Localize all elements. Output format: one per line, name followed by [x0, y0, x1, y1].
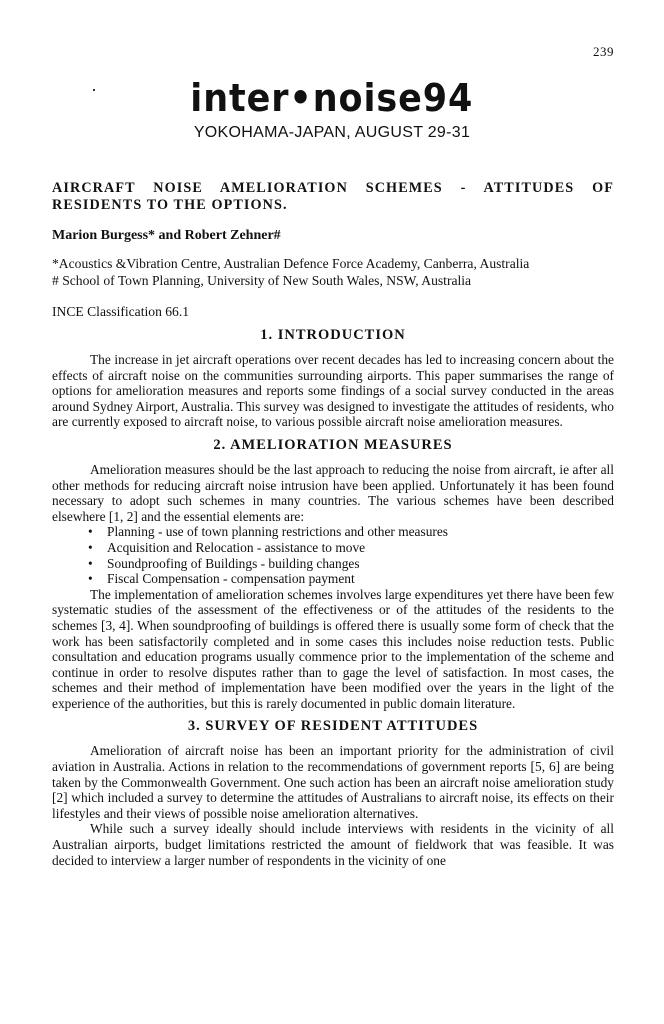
introduction-paragraph: The increase in jet aircraft operations over recent decades has led to increasing concern about the effects of aircraft noise on the communities surrounding airports. This paper summarises the range of options for amelioration measures and reports some findings of a social survey conducted in the areas around Sydney Airport, Australia. This survey was designed to investigate the attitudes of residents, who are currently exposed to aircraft noise, to various possible aircraft noise amelioration measures. [52, 352, 614, 430]
bullet-icon: • [88, 571, 93, 587]
survey-paragraph-2: While such a survey ideally should include interviews with residents in the vicinity of all Australian airports, budget limitations restricted the amount of fieldwork that was feasible. It was decided to interview a larger number of respondents in the vicinity of one [52, 821, 614, 868]
amelioration-measures-list [52, 524, 614, 586]
affiliation-1: *Acoustics &Vibration Centre, Australian Defence Force Academy, Canberra, Australia [52, 256, 530, 271]
list-item: • Soundproofing of Buildings - building changes [88, 555, 360, 571]
section-heading-amelioration-measures: 2. AMELIORATION MEASURES [213, 436, 453, 453]
survey-paragraph-1: Amelioration of aircraft noise has been an important priority for the administration of civil aviation in Australia. Actions in relation to the recommendations of government reports [5, 6] are being taken by the Commonwealth Government. One such action has been an aircraft noise amelioration study [2] which included a survey to determine the attitudes of Australians to aircraft noise, its effects on their lifestyles and their views of possible noise amelioration alternatives. [52, 743, 614, 821]
amelioration-paragraph-1: Amelioration measures should be the last approach to reducing the noise from aircraft, ie after all other methods for reducing aircraft noise intrusion have been applied. Unfortunately it has been found necessary to adopt such schemes in many countries. The various schemes have been described elsewhere [1, 2] and the essential elements are: [52, 461, 614, 524]
paper-title-line-1: AIRCRAFT NOISE AMELIORATION SCHEMES - ATTITUDES OF [52, 180, 614, 196]
logo-text: inter•noise94 [190, 76, 474, 120]
conference-logo [0, 76, 664, 120]
bullet-icon: • [88, 555, 93, 571]
paper-authors: Marion Burgess* and Robert Zehner# [52, 228, 281, 243]
list-item: • Planning - use of town planning restrictions and other measures [88, 524, 449, 540]
list-item: • Fiscal Compensation - compensation payment [88, 571, 355, 587]
paper-title [52, 180, 614, 214]
author-affiliations [52, 255, 614, 289]
amelioration-paragraph-2: The implementation of amelioration schemes involves large expenditures yet there have been few systematic studies of the assessment of the effectiveness or of the attitudes of the residents to the schemes [3, 4]. When soundproofing of buildings is offered there is usually some form of check that the work has been satisfactorily completed and in some cases this includes noise reduction tests. Public consultation and education programs usually commence prior to the implementation of the scheme and continue in order to resolve disputes rather than to gage the level of satisfaction. In most cases, the schemes and their method of implementation have been modified over the years in the light of the experience of the authorities, but this is rarely documented in public domain literature. [52, 586, 614, 711]
list-item: • Acquisition and Relocation - assistance to move [88, 539, 366, 555]
paper-body [52, 180, 614, 868]
section-heading-introduction: 1. INTRODUCTION [260, 327, 406, 343]
bullet-icon: • [88, 524, 93, 540]
page-number: 239 [593, 44, 614, 59]
ince-classification: INCE Classification 66.1 [52, 304, 190, 319]
affiliation-2: # School of Town Planning, University of New South Wales, NSW, Australia [52, 273, 472, 288]
paper-title-line-2: RESIDENTS TO THE OPTIONS. [52, 197, 288, 213]
section-heading-survey: 3. SURVEY OF RESIDENT ATTITUDES [187, 718, 479, 735]
bullet-icon: • [88, 539, 93, 555]
conference-location-date: YOKOHAMA-JAPAN, AUGUST 29-31 [193, 124, 471, 141]
